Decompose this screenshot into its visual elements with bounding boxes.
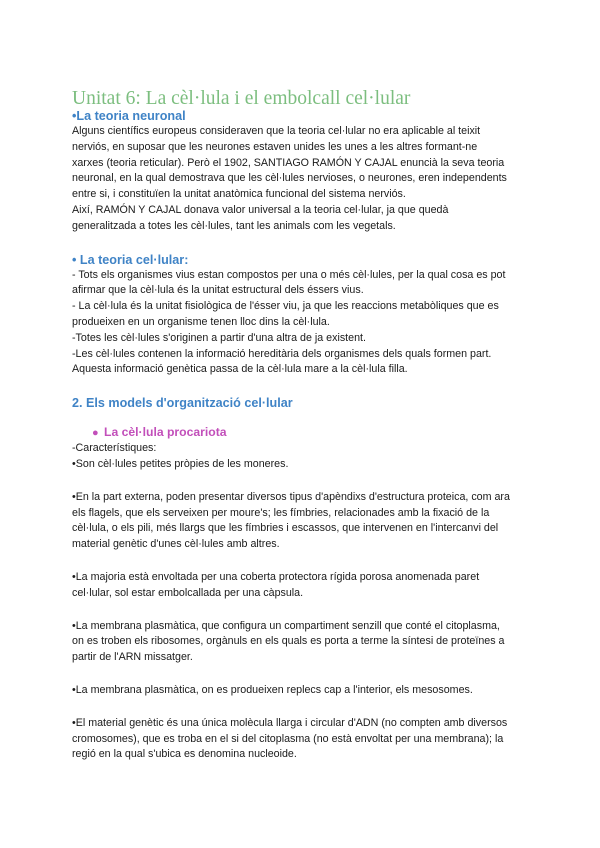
page-title: Unitat 6: La cèl·lula i el embolcall cel·lular [72, 88, 411, 109]
section-heading-models: 2. Els models d'organització cel·lular [72, 396, 293, 411]
paragraph-appendixs: •En la part externa, poden presentar diversos tipus d'apèndixs d'estructura proteica, com ara els flagels, que els serveixen per moure's; les fímbries, relacionades amb la fixació de la cèl·lula, o els pili, més llargs que les fímbries i escassos, que intervenen en l'intercanvi del material genètic d'unes cèl·lules amb altres. [72, 490, 510, 551]
subheading-procariota: ● La cèl·lula procariota [92, 425, 227, 440]
section-heading-cellular: • La teoria cel·lular: [72, 252, 189, 267]
bullet-dot: ● [92, 427, 99, 440]
paragraph-cellular: - Tots els organismes vius estan compostos per una o més cèl·lules, per la qual cosa es pot afirmar que la cèl·lula és la unitat estructural dels éssers vius. - La cèl·lula és la unitat fisiològica de l'ésser viu, ja que les reaccions metabòliques que es produeixen en un organisme tenen lloc dins la cèl·lula. -Totes les cèl·lules s'originen a partir d'una altra de ja existent. -Les cèl·lules contenen la informació hereditària dels organismes dels quals formen part. Aquesta informació genètica passa de la cèl·lula mare a la cèl·lula filla. [72, 268, 506, 376]
paragraph-paret: •La majoria està envoltada per una coberta protectora rígida porosa anomenada paret cel·lular, sol estar embolcallada per una càpsula. [72, 570, 480, 599]
paragraph-mesosomes: •La membrana plasmàtica, on es produeixen replecs cap a l'interior, els mesosomes. [72, 683, 473, 696]
document-body [72, 108, 532, 763]
paragraph-material-genetic: •El material genètic és una única molècula llarga i circular d'ADN (no compten amb diversos cromosomes), que es troba en el si del citoplasma (no està envoltat per una membrana); la regió en la qual s'ubica es denomina nucleoide. [72, 716, 508, 761]
section-heading-neuronal: •La teoria neuronal [72, 109, 186, 123]
paragraph-membrana: •La membrana plasmàtica, que configura un compartiment senzill que conté el citoplasma, on es troben els ribosomes, orgànuls en els quals es porta a terme la síntesi de proteïnes a partir de l'ARN missatger. [72, 619, 505, 664]
characteristics-label: -Característiques: •Son cèl·lules petites pròpies de les moneres. [72, 442, 289, 470]
paragraph-neuronal: Alguns científics europeus consideraven que la teoria cel·lular no era aplicable al teixit nerviós, en suposar que les neurones estaven unides les unes a les altres formant-ne xarxes (teoria reticular). Però el 1902, SANTIAGO RAMÓN Y CAJAL enuncià la seva teoria neuronal, en la qual demostrava que les cèl·lules nervioses, o neurones, eren independents entre si, i constituïen la unitat anatòmica funcional del sistema nerviós. Així, RAMÓN Y CAJAL donava valor universal a la teoria cel·lular, ja que quedà generalitzada a totes les cèl·lules, tant les animals com les vegetals. [72, 125, 507, 232]
